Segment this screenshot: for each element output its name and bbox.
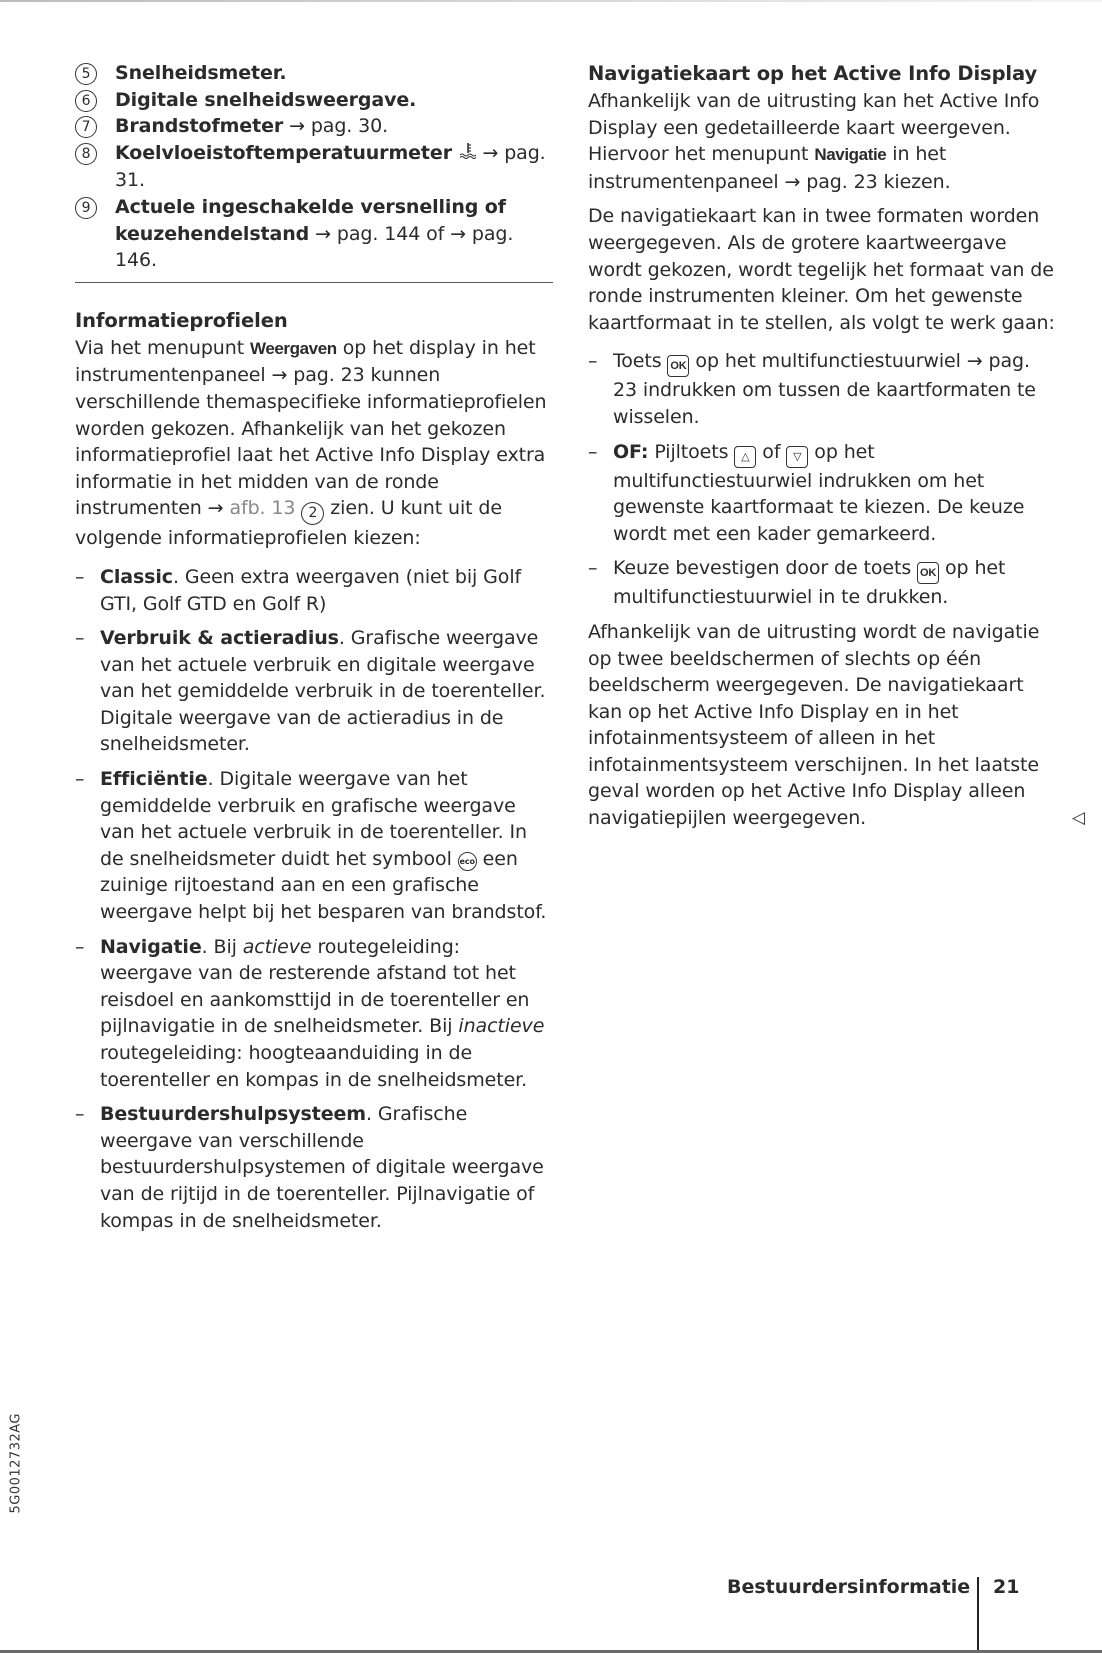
arrow-down-key-icon: ▽ [786, 446, 808, 468]
text: op het multifunctiestuurwiel → pag. 23 indrukken om tussen de kaartformaten te wisselen. [613, 350, 1036, 428]
text: routegeleiding: hoogteaanduiding in de toerenteller en kompas in de snelheidsmeter. [100, 1042, 528, 1091]
page-reference[interactable]: → pag. 30. [283, 115, 389, 138]
dash-bullet: – [588, 557, 598, 580]
text: . Digitale weergave van het gemiddelde verbruik en grafische weergave van het actuele verbruik in de toerenteller. In de snelheidsmeter duidt het symbool [100, 768, 527, 870]
list-item [75, 625, 555, 758]
callout-number: 8 [75, 143, 97, 165]
menu-item-name: Navigatie [814, 145, 887, 165]
term: Classic [100, 565, 173, 588]
callout-number: 2 [301, 502, 324, 525]
dash-bullet: – [75, 627, 85, 650]
eco-icon: eco [458, 852, 477, 871]
paragraph [588, 88, 1058, 195]
list-item [588, 348, 1058, 430]
text: . Grafische weergave van verschillende bestuurdershulpsystemen of digitale weergave van de rijtijd in de toerenteller. Pijlnavigatie of kompas in de snelheidsmeter. [100, 1103, 544, 1232]
legend-label: Actuele ingeschakelde versnelling of keuzehendelstand [115, 195, 506, 245]
ok-key-icon: OK [667, 355, 689, 377]
divider [75, 282, 553, 283]
list-item [75, 1101, 555, 1234]
list-item [75, 564, 555, 617]
callout-number: 7 [75, 116, 97, 138]
text: een zuinige rijtoestand aan en een grafische weergave helpt bij het besparen van brandstof. [100, 847, 547, 924]
term: Efficiëntie [100, 768, 208, 791]
paragraph: De navigatiekaart kan in twee formaten worden weergegeven. Als de grotere kaartweergave wordt gekozen, wordt tegelijk het formaat van de ronde instrumenten kleiner. Om het gewenste kaartformaat in te stellen, als volgt te werk gaan: [588, 205, 1055, 334]
paragraph [588, 619, 1085, 832]
list-item [75, 766, 555, 926]
legend-item [75, 60, 555, 87]
text: of [756, 440, 787, 463]
section-end-icon: ◁ [1072, 808, 1085, 829]
emphasis: actieve [242, 935, 312, 958]
callout-number: 6 [75, 90, 97, 112]
page-reference[interactable]: → pag. 144 of → pag. 146. [115, 222, 514, 272]
dash-bullet: – [588, 350, 598, 373]
text: op het multifunctiestuurwiel indrukken om het gewenste kaartformaat te kiezen. De keuze wordt met een kader gemarkeerd. [613, 440, 1025, 545]
text: Toets [613, 350, 668, 373]
step-list [588, 348, 1058, 611]
dash-bullet: – [75, 935, 85, 958]
legend-label: Koelvloeistoftemperatuurmeter [115, 141, 452, 164]
emphasis: inactieve [458, 1015, 545, 1038]
term: Bestuurdershulpsysteem [100, 1103, 366, 1126]
legend-item [75, 194, 555, 274]
legend-item [75, 140, 555, 194]
term: OF: [613, 440, 649, 463]
page-reference[interactable]: → pag. 31. [115, 141, 546, 192]
legend-label: Snelheidsmeter. [115, 62, 287, 84]
list-item [588, 439, 1058, 548]
text: Afhankelijk van de uitrusting kan het Active Info Display een gedetailleerde kaart weergeven. Hiervoor het menupunt [588, 90, 1040, 166]
text: . Grafische weergave van het actuele verbruik en digitale weergave van het gemiddelde verbruik in de toerenteller. Digitale weergave van de actieradius in de snelheidsmeter. [100, 627, 546, 756]
document-code: 5G0012732AG [8, 1413, 24, 1514]
callout-number: 5 [75, 63, 97, 85]
footer-divider [977, 1577, 979, 1653]
list-item [75, 934, 555, 1094]
legend-item [75, 113, 555, 140]
text: Pijltoets [648, 440, 735, 463]
text: zien. U kunt uit de volgende informatieprofielen kiezen: [75, 497, 502, 550]
dash-bullet: – [75, 565, 85, 588]
coolant-temperature-icon [459, 141, 477, 168]
text: in het instrumentenpaneel → pag. 23 kiezen. [588, 143, 951, 193]
right-column [588, 60, 1085, 832]
text: op het multifunctiestuurwiel in te drukken. [613, 557, 1006, 609]
dash-bullet: – [75, 768, 85, 791]
intro-paragraph [75, 335, 555, 552]
ok-key-icon: OK [917, 562, 939, 584]
text: Via het menupunt [75, 336, 250, 359]
text: routegeleiding: weergave van de resterende afstand tot het reisdoel en aankomsttijd in de toerenteller en pijlnavigatie in de snelheidsmeter. Bij [100, 935, 530, 1038]
dash-bullet: – [75, 1103, 85, 1126]
callout-number: 9 [75, 197, 97, 219]
left-column [75, 60, 555, 1242]
list-item [588, 555, 1058, 611]
text: op het display in het instrumentenpaneel → pag. 23 kunnen verschillende themaspecifieke informatieprofielen worden gekozen. Afhankelijk van het gekozen informatieprofiel laat het Active Info Display extra informatie in het midden van de ronde instrumenten → [75, 336, 547, 520]
text: Keuze bevestigen door de toets [613, 557, 918, 580]
page-number: 21 [993, 1576, 1020, 1598]
section-heading: Navigatiekaart op het Active Info Display [588, 62, 1038, 85]
term: Navigatie [100, 935, 202, 958]
profile-list [75, 564, 555, 1234]
section-heading: Informatieprofielen [75, 308, 288, 332]
dash-bullet: – [588, 440, 598, 463]
menu-item-name: Weergaven [249, 338, 337, 358]
legend-label: Digitale snelheidsweergave. [115, 88, 417, 111]
term: Verbruik & actieradius [100, 627, 339, 650]
page-top-edge [0, 0, 1102, 2]
text: Afhankelijk van de uitrusting wordt de navigatie op twee beeldschermen of slechts op één beeldscherm weergegeven. De navigatiekaart kan op het Active Info Display en in het infotainmentsysteem of alleen in het infotainmentsysteem verschijnen. In het laatste geval worden op het Active Info Display alleen navigatiepijlen weergegeven. [588, 620, 1040, 830]
legend-label: Brandstofmeter [115, 115, 284, 138]
footer-section-title: Bestuurdersinformatie [727, 1576, 971, 1598]
text: . Geen extra weergaven (niet bij Golf GTI, Golf GTD en Golf R) [100, 565, 522, 615]
figure-reference[interactable]: afb. 13 [229, 497, 296, 520]
legend-item [75, 87, 555, 114]
arrow-up-key-icon: △ [734, 446, 756, 468]
text: . Bij [201, 935, 243, 958]
